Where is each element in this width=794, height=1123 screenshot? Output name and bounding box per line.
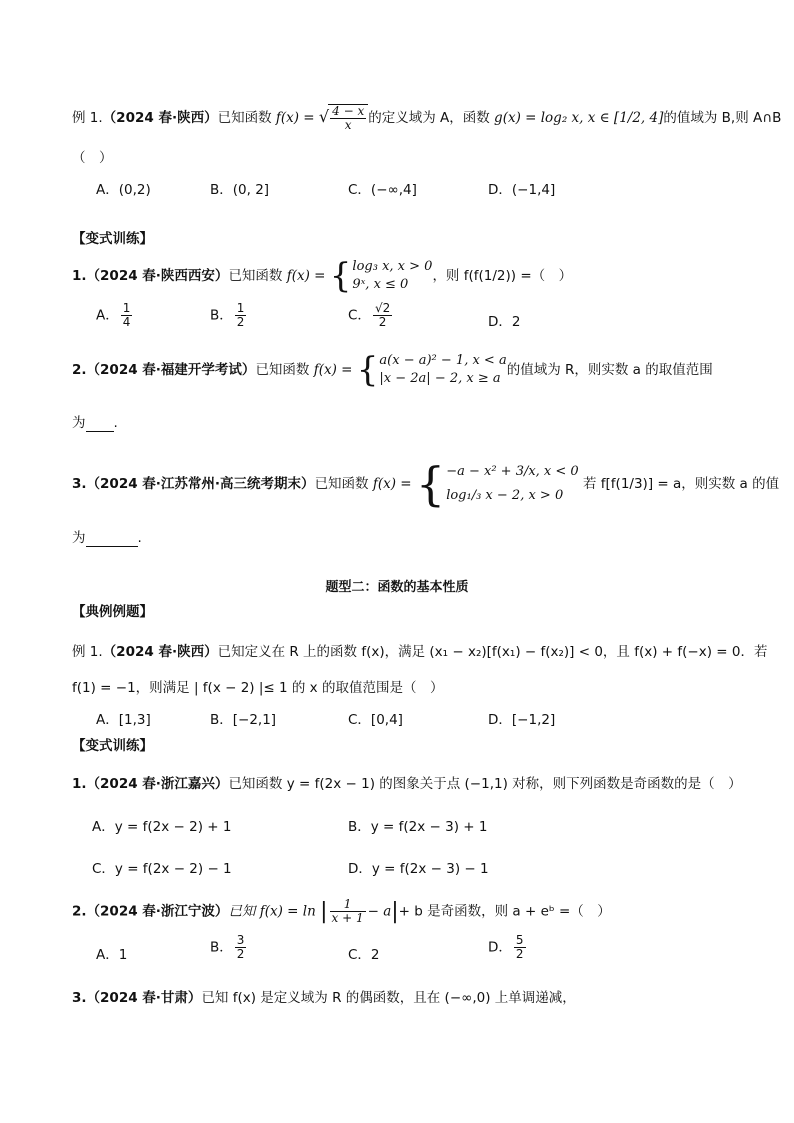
section-heading: 【典例例题】 bbox=[72, 604, 153, 620]
section-heading: 【变式训练】 bbox=[72, 738, 153, 754]
option-d: D． $\frac{5}{2}$ bbox=[488, 933, 524, 961]
option-c: C．2 bbox=[348, 947, 380, 963]
option-a: A．1 bbox=[96, 947, 128, 963]
variant-2-question: 2.（2024 春·福建开学考试）已知函数 f(x) = { a(x − a)² − 1, x < a |x − 2a| − 2, x ≥ a 的值域为 R，则实数 a 的取值范围 bbox=[72, 350, 713, 390]
option-c: C．(−∞,4] bbox=[348, 182, 417, 198]
option-a: A．y = f(2x − 2) + 1 bbox=[92, 819, 232, 835]
question-number: 例 1. bbox=[72, 110, 103, 126]
option-d: D．y = f(2x − 3) − 1 bbox=[348, 861, 489, 877]
option-b: B．y = f(2x − 3) + 1 bbox=[348, 819, 488, 835]
option-a: A．(0,2) bbox=[96, 182, 151, 198]
example-2-question: 例 1.（2024 春·陕西）已知定义在 R 上的函数 f(x)，满足 (x₁ − x₂)[f(x₁) − f(x₂)] < 0，且 f(x) + f(−x) = 0．若 bbox=[72, 644, 768, 660]
option-d: D．[−1,2] bbox=[488, 712, 556, 728]
example-2-question-cont: f(1) = −1，则满足 | f(x − 2) |≤ 1 的 x 的取值范围是（ ） bbox=[72, 680, 444, 696]
option-c: C．[0,4] bbox=[348, 712, 403, 728]
option-b: B．[−2,1] bbox=[210, 712, 277, 728]
variant-1-question: 1.（2024 春·陕西西安）已知函数 f(x) = { log₃ x, x > 0 9ˣ, x ≤ 0 ，则 f(f(1/2)) =（ ） bbox=[72, 256, 573, 296]
variant-2-blank-line: 为 . bbox=[72, 415, 118, 431]
option-a: A．[1,3] bbox=[96, 712, 151, 728]
answer-blank[interactable] bbox=[86, 530, 138, 547]
variant2-2-question: 2.（2024 春·浙江宁波）已知 f(x) = ln | $\frac{1}{x + 1}$ − a|+ b 是奇函数，则 a + eᵇ =（ ） bbox=[72, 897, 611, 925]
option-d: D．(−1,4] bbox=[488, 182, 556, 198]
option-a: A． $\frac{1}{4}$ bbox=[96, 301, 131, 329]
variant-3-question: 3.（2024 春·江苏常州·高三统考期末）已知函数 f(x) = { −a − x² + 3/x, x < 0 log₁/₃ x − 2, x > 0 若 f[f(1/3)] = a，则实数 a 的值 bbox=[72, 457, 780, 511]
section-title: 题型二：函数的基本性质 bbox=[325, 580, 469, 595]
question-source: （2024 春·陕西） bbox=[102, 110, 218, 126]
variant2-1-question: 1.（2024 春·浙江嘉兴）已知函数 y = f(2x − 1) 的图象关于点 (−1,1) 对称，则下列函数是奇函数的是（ ） bbox=[72, 776, 742, 792]
option-c: C．y = f(2x − 2) − 1 bbox=[92, 861, 232, 877]
answer-paren: （ ） bbox=[72, 150, 113, 166]
option-b: B．(0, 2] bbox=[210, 182, 270, 198]
variant-3-blank-line: 为 . bbox=[72, 530, 142, 546]
example-1-question: 例 1.（2024 春·陕西）已知函数 f(x) = √ $\frac{4 - x}{x}$ 的定义域为 A，函数 g(x) = log₂ x, x ∈ [1/2, 4]的值域为 B,则 A∩B bbox=[72, 104, 782, 132]
option-c: C． $\frac{√2}{2}$ bbox=[348, 301, 391, 329]
option-d: D．2 bbox=[488, 314, 521, 330]
sqrt-expression: $\frac{4 - x}{x}$ bbox=[328, 104, 368, 132]
section-heading: 【变式训练】 bbox=[72, 231, 153, 247]
option-b: B． $\frac{1}{2}$ bbox=[210, 301, 245, 329]
option-b: B． $\frac{3}{2}$ bbox=[210, 933, 245, 961]
variant2-3-question: 3.（2024 春·甘肃）已知 f(x) 是定义域为 R 的偶函数，且在 (−∞,0) 上单调递减， bbox=[72, 990, 576, 1006]
answer-blank[interactable] bbox=[86, 415, 114, 432]
